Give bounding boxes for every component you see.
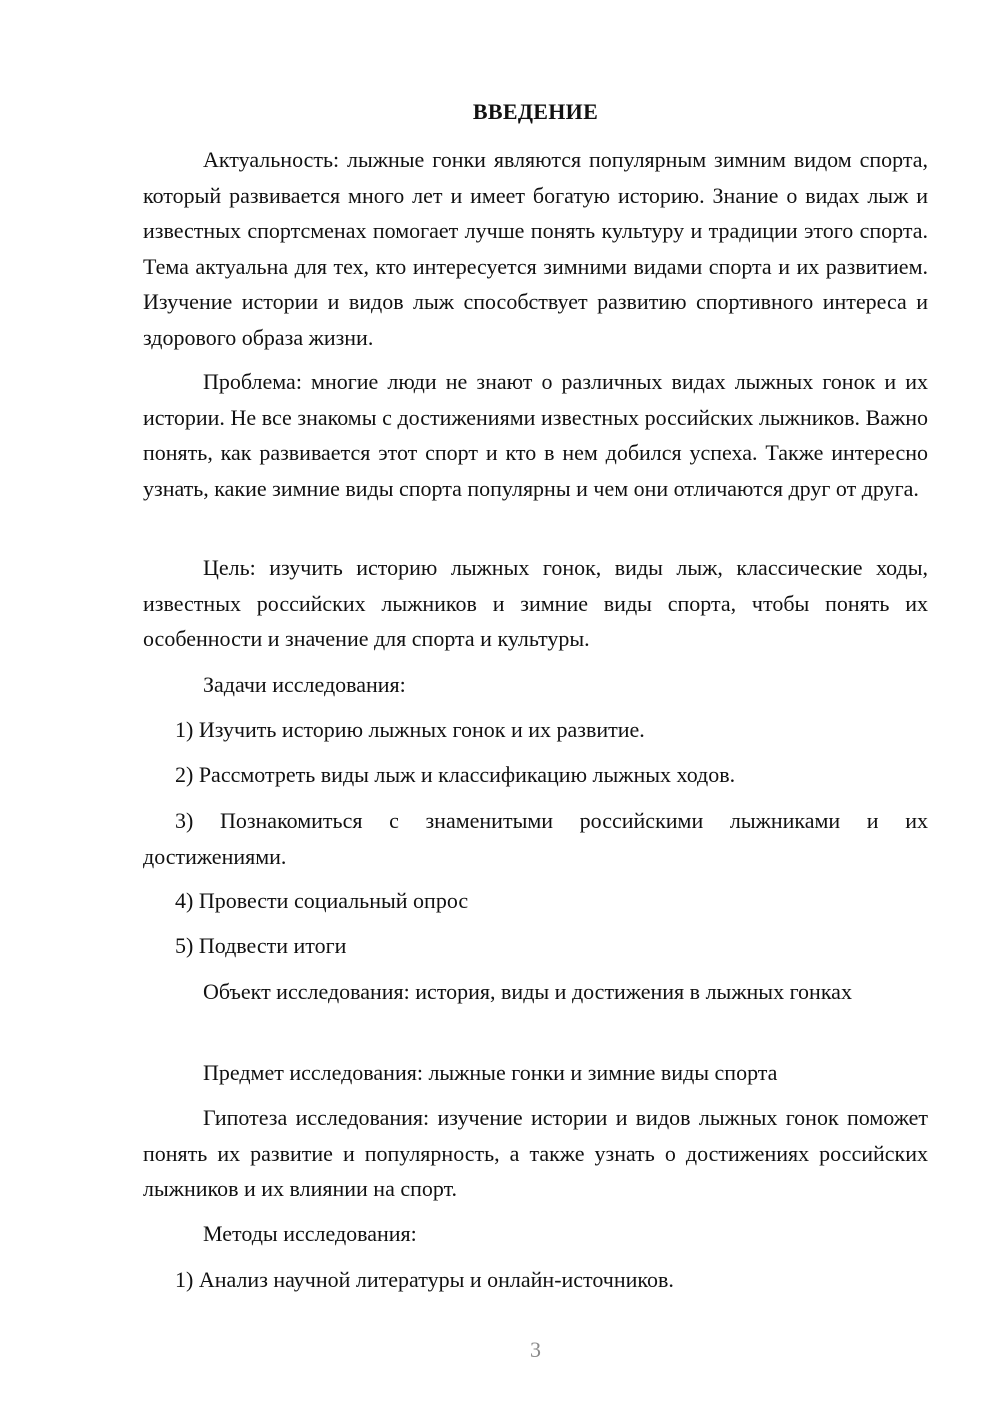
object-paragraph: Объект исследования: история, виды и достижения в лыжных гонках <box>203 979 852 1004</box>
goal-paragraph: Цель: изучить историю лыжных гонок, виды лыж, классические ходы, известных российских лыжников и зимние виды спорта, чтобы понять их особенности и значение для спорта и культуры. <box>143 555 928 652</box>
task-item-3: 3) Познакомиться с знаменитыми российскими лыжниками и их достижениями. <box>143 808 928 869</box>
page-title: ВВЕДЕНИЕ <box>472 99 599 124</box>
page-number: 3 <box>530 1337 541 1362</box>
methods-heading: Методы исследования: <box>203 1221 417 1246</box>
task-item-2: 2) Рассмотреть виды лыж и классификацию лыжных ходов. <box>175 762 736 787</box>
task-item-5: 5) Подвести итоги <box>175 933 347 958</box>
task-item-4: 4) Провести социальный опрос <box>175 888 469 913</box>
hypothesis-paragraph: Гипотеза исследования: изучение истории и видов лыжных гонок поможет понять их развитие и популярность, а также узнать о достижениях российских лыжников и их влиянии на спорт. <box>143 1105 928 1202</box>
relevance-paragraph: Актуальность: лыжные гонки являются популярным зимним видом спорта, который развивается много лет и имеет богатую историю. Знание о видах лыж и известных спортсменах помогает лучше понять культуру и традиции этого спорта. Тема актуальна для тех, кто интересуется зимними видами спорта и их развитием. Изучение истории и видов лыж способствует развитию спортивного интереса и здорового образа жизни. <box>143 147 928 350</box>
subject-paragraph: Предмет исследования: лыжные гонки и зимние виды спорта <box>203 1060 778 1085</box>
method-item-1: 1) Анализ научной литературы и онлайн-источников. <box>175 1267 674 1292</box>
tasks-heading: Задачи исследования: <box>203 672 406 697</box>
problem-paragraph: Проблема: многие люди не знают о различных видах лыжных гонок и их истории. Не все знакомы с достижениями известных российских лыжников. Важно понять, как развивается этот спорт и кто в нем добился успеха. Также интересно узнать, какие зимние виды спорта популярны и чем они отличаются друг от друга. <box>143 369 928 501</box>
document-page <box>143 0 928 1414</box>
task-item-1: 1) Изучить историю лыжных гонок и их развитие. <box>175 717 645 742</box>
